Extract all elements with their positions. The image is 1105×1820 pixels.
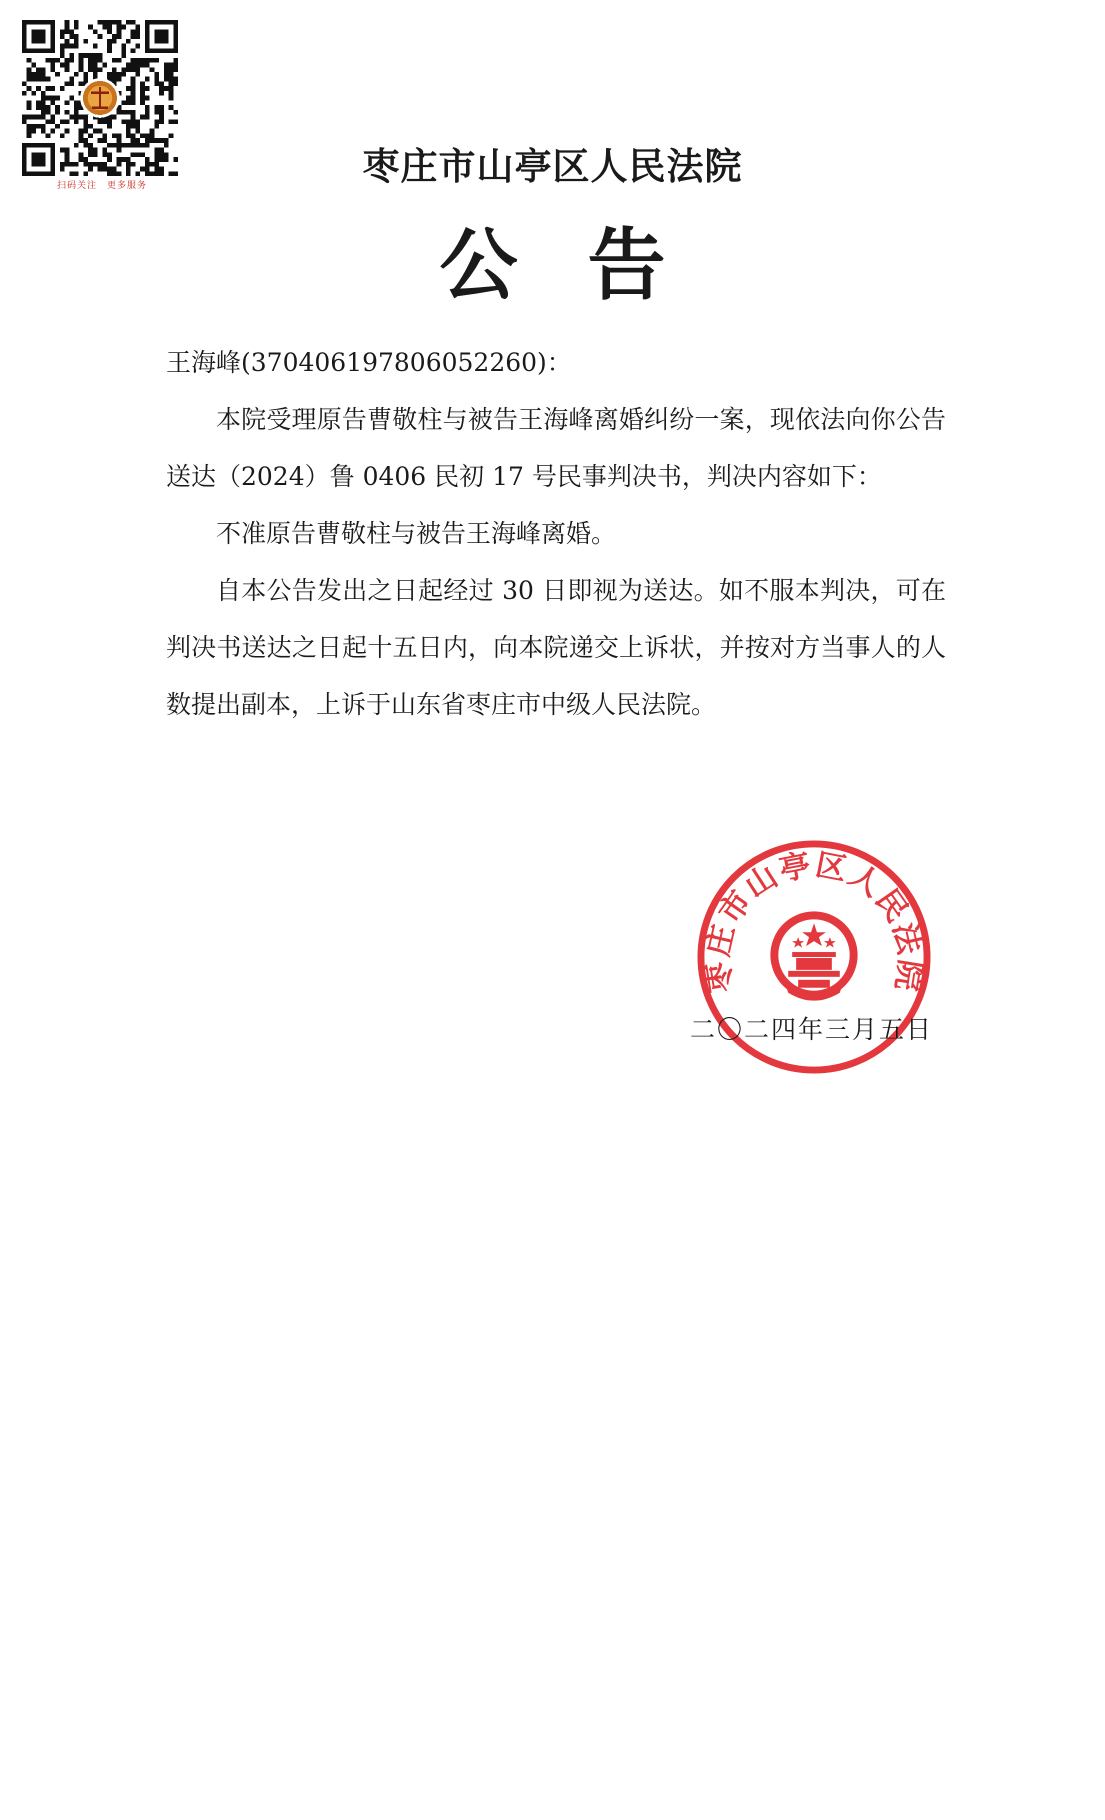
- seal-text: 枣庄市山亭区人民法院: [699, 846, 929, 996]
- body-paragraph: 自本公告发出之日起经过 30 日即视为送达。如不服本判决，可在判决书送达之日起十五日内，向本院递交上诉状，并按对方当事人的人数提出副本，上诉于山东省枣庄市中级人民法院。: [166, 576, 946, 719]
- body-paragraph: 本院受理原告曹敬柱与被告王海峰离婚纠纷一案，现依法向你公告送达（2024）鲁 0406 民初 17 号民事判决书，判决内容如下：: [166, 405, 946, 491]
- page-title: 公告: [439, 221, 736, 311]
- body-paragraph: 不准原告曹敬柱与被告王海峰离婚。: [216, 519, 617, 548]
- national-emblem-icon: [770, 911, 857, 1000]
- issue-date: 二〇二四年三月五日: [690, 1015, 934, 1044]
- court-name: 枣庄市山亭区人民法院: [362, 145, 743, 188]
- qr-caption-left: 扫码关注: [56, 181, 97, 191]
- addressee: 王海峰(370406197806052260)：: [166, 348, 572, 377]
- qr-caption-right: 更多服务: [107, 181, 148, 191]
- notice-body: [166, 334, 946, 733]
